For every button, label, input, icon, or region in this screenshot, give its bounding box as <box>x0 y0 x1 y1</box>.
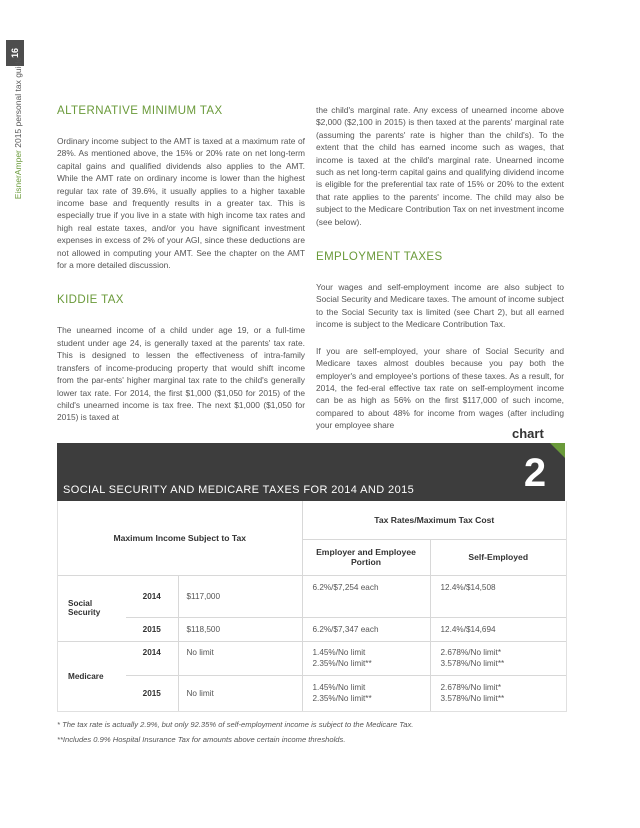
employment-taxes-heading: EMPLOYMENT TAXES <box>316 251 443 264</box>
employer-rate-line-2: 2.35%/No limit** <box>312 659 372 668</box>
chart-title: SOCIAL SECURITY AND MEDICARE TAXES FOR 2014 AND 2015 <box>63 484 415 496</box>
footnote-1: * The tax rate is actually 2.9%, but only 92.35% of self-employment income is subject to the Medicare Tax. <box>57 720 414 729</box>
chart-label: chart <box>512 426 544 441</box>
header-max-income: Maximum Income Subject to Tax <box>113 532 247 543</box>
self-rate-line-1: 2.678%/No limit* <box>440 648 502 657</box>
row-amount: $117,000 <box>178 575 302 617</box>
employer-rate-line-1: 1.45%/No limit <box>312 648 366 657</box>
row-employer-rate: 6.2%/$7,254 each <box>302 575 430 617</box>
row-label-social-security: Social Security <box>58 575 126 641</box>
rates-table-container <box>57 501 567 712</box>
row-year: 2014 <box>126 641 178 675</box>
guide-title <box>13 57 27 237</box>
row-self-rate: 12.4%/$14,508 <box>430 575 566 617</box>
row-year: 2015 <box>126 617 178 641</box>
row-self-rates <box>430 641 566 675</box>
kiddie-tax-paragraph: The unearned income of a child under age 19, or a full-time student under age 24, is generally taxed at the parents' tax rate. This is designed to lessen the effectiveness of intra-family transfers of income-producing property that would shift income from the par-ents' higher marginal tax rate to the child's generally lower tax rate. For 2014, the first $1,000 ($1,050 for 2015) of the child's unearned income is tax free. The next $1,000 ($1,050 for 2015) is taxed at <box>57 325 305 423</box>
row-self-rates <box>430 675 566 711</box>
employer-rate-line-2: 2.35%/No limit** <box>312 694 372 704</box>
table-row <box>58 675 566 711</box>
row-amount: $118,500 <box>178 617 302 641</box>
right-column <box>316 104 564 446</box>
row-employer-rates <box>302 641 430 675</box>
self-rate-line-1: 2.678%/No limit* <box>440 683 502 693</box>
table-row <box>58 575 566 617</box>
employment-paragraph-1: Your wages and self-employment income are also subject to Social Security and Medicare taxes. The amount of income subject to the Social Security tax is limited (see Chart 2), but all earned income is subject to the Medicare Contribution Tax. <box>316 282 564 330</box>
table-row <box>58 641 566 675</box>
rates-table <box>58 501 566 711</box>
brand-name: EisnerAmper <box>13 150 23 200</box>
header-self-employed: Self-Employed <box>430 539 566 575</box>
row-employer-rate: 6.2%/$7,347 each <box>302 617 430 641</box>
row-employer-rates <box>302 675 430 711</box>
row-amount: No limit <box>178 675 302 711</box>
kiddie-tax-continued: the child's marginal rate. Any excess of unearned income above $2,000 ($2,100 in 2015) is then taxed at the parents' marginal rate (assuming the parents' rate is higher than the child's). To the extent that the child has earned income such as wages, that income is taxed at the child's marginal rate. Unearned income such as net long-term capital gains and qualifying dividend income is eligible for the preferential tax rate of 15% or 20% to the extent that rate applies to the parents' income. The child may also be subject to the Medicare Contribution Tax on net investment income (see below). <box>316 105 564 227</box>
header-tax-rates: Tax Rates/Maximum Tax Cost <box>302 501 566 539</box>
row-year: 2015 <box>126 675 178 711</box>
row-label-medicare: Medicare <box>58 641 126 711</box>
employment-paragraph-2: If you are self-employed, your share of Social Security and Medicare taxes almost doubles because you pay both the employer's and employee's portions of these taxes. As a result, for 2014, the fed-eral effective tax rate on self-employment income can be as high as 56% on the first $117,000 of such income, compared to about 48% for income from wages (after including your employee share <box>316 345 564 431</box>
page-number: 16 <box>9 47 20 59</box>
amt-heading: ALTERNATIVE MINIMUM TAX <box>57 105 223 117</box>
row-year: 2014 <box>126 575 178 617</box>
table-row <box>58 617 566 641</box>
row-self-rate: 12.4%/$14,694 <box>430 617 566 641</box>
amt-paragraph: Ordinary income subject to the AMT is taxed at a maximum rate of 28%. As mentioned above, the 15% or 20% rate on net long-term capital gains and qualified dividends also applies to the AMT. While the AMT rate on ordinary income is lower than the highest regular tax rate of 39.6%, it usually applies to a higher taxable income base and frequently results in a greater tax. This is especially true if you live in a state with high income tax rates and high real estate taxes, and/or you have significant investment expenses in excess of 2% of your AGI, since these deductions are not allowed in computing your AMT. See the chapter on the AMT for a more detailed discussion. <box>57 136 305 271</box>
self-rate-line-2: 3.578%/No limit** <box>440 659 505 668</box>
guide-title-text: 2015 personal tax guide <box>13 57 23 151</box>
header-employer-employee: Employer and Employee Portion <box>302 539 430 575</box>
employer-rate-line-1: 1.45%/No limit <box>312 683 366 693</box>
left-column <box>57 104 305 438</box>
chart-number: 2 <box>523 451 547 495</box>
footnote-2: **Includes 0.9% Hospital Insurance Tax for amounts above certain income thresholds. <box>57 735 346 744</box>
self-rate-line-2: 3.578%/No limit** <box>440 694 505 704</box>
kiddie-tax-heading: KIDDIE TAX <box>57 294 124 307</box>
row-amount: No limit <box>178 641 302 675</box>
side-strip <box>0 0 30 828</box>
